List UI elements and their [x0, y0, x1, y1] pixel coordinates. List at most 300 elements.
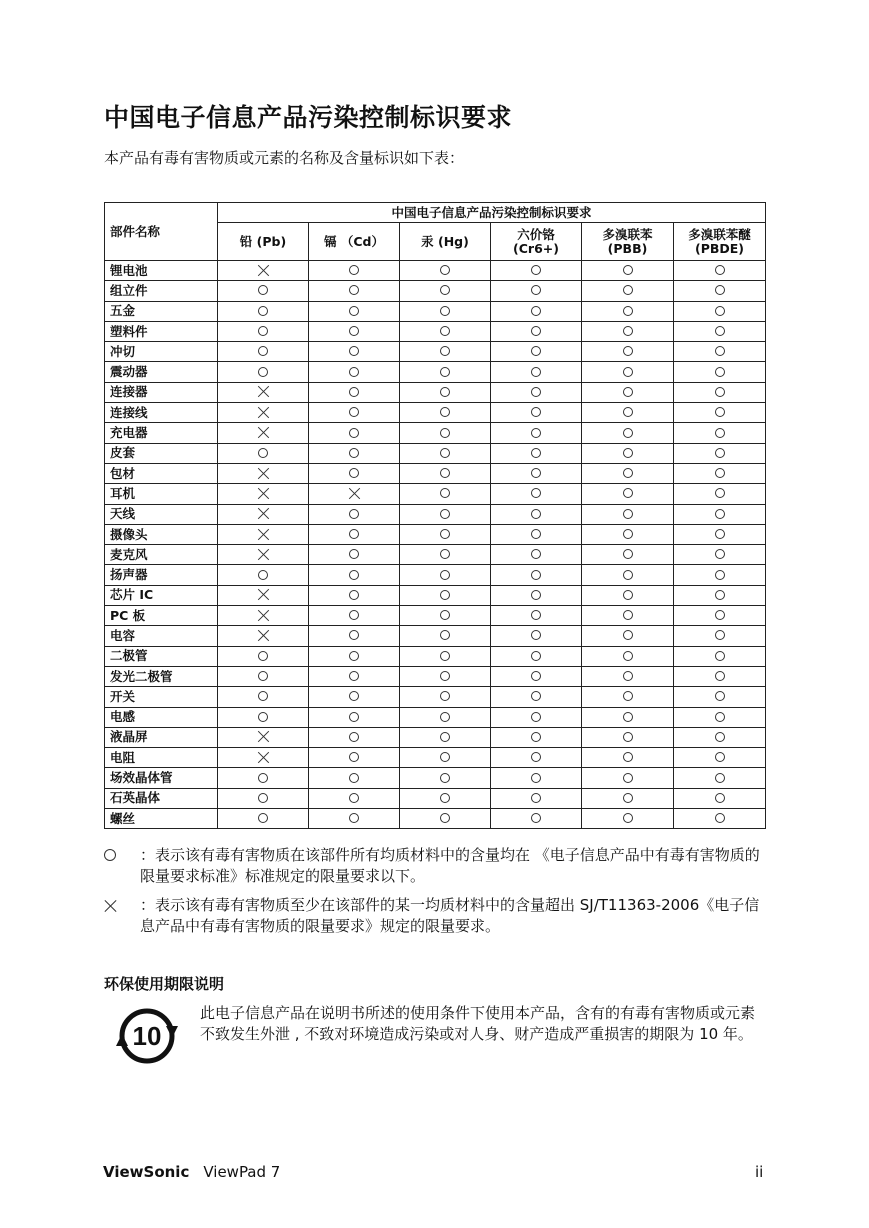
- cross-icon: [258, 731, 269, 742]
- within-limit-cell: [582, 403, 674, 423]
- within-limit-cell: [218, 362, 309, 382]
- table-row: [105, 748, 766, 768]
- within-limit-cell: [491, 768, 582, 788]
- within-limit-cell: [218, 666, 309, 686]
- exceeds-limit-cell: [218, 727, 309, 747]
- within-limit-cell: [309, 443, 400, 463]
- circle-icon: [531, 793, 541, 803]
- within-limit-cell: [309, 748, 400, 768]
- within-limit-cell: [582, 727, 674, 747]
- circle-icon: [440, 428, 450, 438]
- hazardous-substances-table: [104, 202, 766, 829]
- within-limit-cell: [674, 646, 766, 666]
- within-limit-cell: [309, 403, 400, 423]
- within-limit-cell: [491, 443, 582, 463]
- within-limit-cell: [674, 342, 766, 362]
- circle-icon: [349, 590, 359, 600]
- within-limit-cell: [491, 362, 582, 382]
- within-limit-cell: [491, 504, 582, 524]
- circle-icon: [349, 691, 359, 701]
- cross-icon: [258, 265, 269, 276]
- circle-icon: [349, 448, 359, 458]
- circle-icon: [715, 813, 725, 823]
- circle-icon: [258, 813, 268, 823]
- within-limit-cell: [491, 342, 582, 362]
- within-limit-cell: [218, 788, 309, 808]
- circle-icon: [531, 752, 541, 762]
- cross-icon: [258, 610, 269, 621]
- exceeds-limit-cell: [218, 585, 309, 605]
- within-limit-cell: [674, 403, 766, 423]
- circle-icon: [531, 773, 541, 783]
- part-name-cell: 二极管: [105, 646, 218, 666]
- substance-header: 铅 (Pb): [218, 223, 309, 261]
- within-limit-cell: [582, 362, 674, 382]
- circle-icon: [258, 448, 268, 458]
- circle-icon: [623, 346, 633, 356]
- within-limit-cell: [582, 342, 674, 362]
- circle-icon: [531, 468, 541, 478]
- circle-icon: [531, 488, 541, 498]
- table-row: [105, 768, 766, 788]
- circle-icon: [715, 630, 725, 640]
- within-limit-cell: [218, 281, 309, 301]
- circle-icon: [715, 671, 725, 681]
- brand-name: ViewSonic: [103, 1163, 190, 1181]
- within-limit-cell: [218, 321, 309, 341]
- within-limit-cell: [491, 666, 582, 686]
- within-limit-cell: [491, 748, 582, 768]
- circle-icon: [715, 529, 725, 539]
- circle-icon: [531, 813, 541, 823]
- circle-icon: [531, 590, 541, 600]
- within-limit-cell: [400, 504, 491, 524]
- within-limit-cell: [491, 524, 582, 544]
- within-limit-cell: [309, 565, 400, 585]
- circle-icon: [349, 306, 359, 316]
- table-row: [105, 382, 766, 402]
- circle-icon: [440, 326, 450, 336]
- substance-header: 镉 （Cd）: [309, 223, 400, 261]
- part-name-cell: 五金: [105, 301, 218, 321]
- circle-icon: [440, 691, 450, 701]
- exceeds-limit-cell: [218, 626, 309, 646]
- circle-icon: [440, 732, 450, 742]
- circle-icon: [440, 367, 450, 377]
- circle-icon: [623, 407, 633, 417]
- within-limit-cell: [674, 362, 766, 382]
- circle-icon: [349, 773, 359, 783]
- circle-icon: [349, 326, 359, 336]
- within-limit-cell: [491, 463, 582, 483]
- within-limit-cell: [218, 301, 309, 321]
- within-limit-cell: [674, 626, 766, 646]
- page-number: ii: [755, 1163, 764, 1181]
- within-limit-cell: [309, 301, 400, 321]
- within-limit-cell: [218, 342, 309, 362]
- circle-icon: [440, 285, 450, 295]
- within-limit-cell: [309, 382, 400, 402]
- part-name-cell: 连接器: [105, 382, 218, 402]
- within-limit-cell: [582, 321, 674, 341]
- table-row: [105, 342, 766, 362]
- within-limit-cell: [491, 484, 582, 504]
- within-limit-cell: [674, 463, 766, 483]
- circle-icon: [623, 773, 633, 783]
- cross-icon: [258, 752, 269, 763]
- substance-header: 多溴联苯 (PBB): [582, 223, 674, 261]
- part-name-cell: 液晶屏: [105, 727, 218, 747]
- part-name-cell: 电感: [105, 707, 218, 727]
- circle-icon: [623, 549, 633, 559]
- circle-icon: [623, 285, 633, 295]
- circle-icon: [623, 590, 633, 600]
- table-row: [105, 423, 766, 443]
- circle-icon: [440, 570, 450, 580]
- part-name-cell: 充电器: [105, 423, 218, 443]
- cross-icon: [258, 407, 269, 418]
- within-limit-cell: [491, 585, 582, 605]
- cross-icon: [258, 488, 269, 499]
- circle-icon: [715, 509, 725, 519]
- within-limit-cell: [674, 585, 766, 605]
- within-limit-cell: [400, 301, 491, 321]
- circle-icon: [715, 773, 725, 783]
- circle-icon: [715, 306, 725, 316]
- within-limit-cell: [674, 261, 766, 281]
- within-limit-cell: [218, 443, 309, 463]
- table-row: [105, 565, 766, 585]
- within-limit-cell: [674, 504, 766, 524]
- within-limit-cell: [582, 707, 674, 727]
- within-limit-cell: [309, 362, 400, 382]
- part-name-cell: 开关: [105, 687, 218, 707]
- within-limit-cell: [674, 748, 766, 768]
- part-name-cell: 电阻: [105, 748, 218, 768]
- within-limit-cell: [309, 585, 400, 605]
- table-row: [105, 666, 766, 686]
- circle-icon: [715, 793, 725, 803]
- circle-icon: [440, 306, 450, 316]
- circle-icon: [623, 265, 633, 275]
- within-limit-cell: [309, 524, 400, 544]
- part-name-cell: 芯片 IC: [105, 585, 218, 605]
- circle-icon: [531, 651, 541, 661]
- within-limit-cell: [582, 646, 674, 666]
- x-legend-note: [104, 895, 769, 937]
- epup-logo-icon: [112, 1004, 182, 1068]
- circle-icon: [623, 732, 633, 742]
- circle-icon: [349, 509, 359, 519]
- circle-icon: [623, 367, 633, 377]
- part-name-cell: 电容: [105, 626, 218, 646]
- circle-icon: [349, 671, 359, 681]
- within-limit-cell: [400, 484, 491, 504]
- circle-icon: [531, 346, 541, 356]
- within-limit-cell: [582, 748, 674, 768]
- part-name-header: 部件名称: [105, 203, 218, 261]
- exceeds-limit-cell: [218, 382, 309, 402]
- within-limit-cell: [491, 809, 582, 829]
- cross-icon: [258, 427, 269, 438]
- within-limit-cell: [674, 565, 766, 585]
- circle-icon: [531, 732, 541, 742]
- within-limit-cell: [582, 281, 674, 301]
- circle-icon: [623, 651, 633, 661]
- within-limit-cell: [582, 687, 674, 707]
- exceeds-limit-cell: [218, 423, 309, 443]
- within-limit-cell: [582, 626, 674, 646]
- x-legend-text: ：表示该有毒有害物质至少在该部件的某一均质材料中的含量超出 SJ/T11363-2006《电子信息产品中有毒有害物质的限量要求》规定的限量要求。: [140, 896, 760, 935]
- circle-icon: [715, 752, 725, 762]
- circle-icon: [623, 326, 633, 336]
- within-limit-cell: [491, 565, 582, 585]
- table-row: [105, 321, 766, 341]
- part-name-cell: 耳机: [105, 484, 218, 504]
- within-limit-cell: [674, 443, 766, 463]
- within-limit-cell: [582, 484, 674, 504]
- circle-icon: [531, 265, 541, 275]
- table-row: [105, 707, 766, 727]
- part-name-cell: 连接线: [105, 403, 218, 423]
- within-limit-cell: [400, 321, 491, 341]
- substance-header: 六价铬 (Cr6+): [491, 223, 582, 261]
- table-row: [105, 301, 766, 321]
- circle-icon: [531, 509, 541, 519]
- page-title: 中国电子信息产品污染控制标识要求: [104, 103, 513, 132]
- within-limit-cell: [582, 585, 674, 605]
- part-name-cell: 锂电池: [105, 261, 218, 281]
- part-name-cell: PC 板: [105, 606, 218, 626]
- circle-icon: [440, 610, 450, 620]
- table-row: [105, 788, 766, 808]
- circle-icon: [715, 407, 725, 417]
- within-limit-cell: [674, 788, 766, 808]
- circle-icon: [349, 407, 359, 417]
- cross-icon: [258, 468, 269, 479]
- circle-icon: [349, 285, 359, 295]
- within-limit-cell: [309, 463, 400, 483]
- footer-brand: [103, 1163, 280, 1181]
- within-limit-cell: [400, 545, 491, 565]
- within-limit-cell: [582, 788, 674, 808]
- circle-icon: [258, 306, 268, 316]
- within-limit-cell: [491, 321, 582, 341]
- exceeds-limit-cell: [218, 524, 309, 544]
- circle-icon: [349, 549, 359, 559]
- within-limit-cell: [582, 301, 674, 321]
- within-limit-cell: [309, 727, 400, 747]
- within-limit-cell: [400, 403, 491, 423]
- within-limit-cell: [491, 687, 582, 707]
- circle-icon: [349, 610, 359, 620]
- circle-icon: [623, 630, 633, 640]
- within-limit-cell: [582, 443, 674, 463]
- circle-icon: [349, 346, 359, 356]
- cross-icon: [258, 386, 269, 397]
- circle-icon: [531, 712, 541, 722]
- circle-icon: [258, 367, 268, 377]
- circle-icon: [715, 367, 725, 377]
- within-limit-cell: [309, 342, 400, 362]
- circle-icon: [258, 570, 268, 580]
- circle-icon: [715, 387, 725, 397]
- table-row: [105, 687, 766, 707]
- table-row: [105, 809, 766, 829]
- within-limit-cell: [674, 281, 766, 301]
- circle-icon: [531, 285, 541, 295]
- part-name-cell: 皮套: [105, 443, 218, 463]
- circle-icon: [531, 630, 541, 640]
- circle-icon: [715, 326, 725, 336]
- circle-icon: [349, 630, 359, 640]
- circle-icon: [531, 529, 541, 539]
- circle-icon: [440, 529, 450, 539]
- within-limit-cell: [309, 423, 400, 443]
- within-limit-cell: [400, 687, 491, 707]
- circle-icon: [623, 691, 633, 701]
- table-row: [105, 443, 766, 463]
- within-limit-cell: [582, 545, 674, 565]
- table-row: [105, 362, 766, 382]
- table-row: [105, 606, 766, 626]
- within-limit-cell: [400, 281, 491, 301]
- table-row: [105, 463, 766, 483]
- circle-icon: [349, 813, 359, 823]
- circle-icon: [623, 671, 633, 681]
- circle-icon: [440, 651, 450, 661]
- within-limit-cell: [309, 261, 400, 281]
- circle-icon: [531, 326, 541, 336]
- exceeds-limit-cell: [218, 403, 309, 423]
- circle-icon: [715, 712, 725, 722]
- circle-icon: [349, 367, 359, 377]
- within-limit-cell: [218, 768, 309, 788]
- within-limit-cell: [400, 646, 491, 666]
- cross-icon: [349, 488, 360, 499]
- circle-icon: [440, 549, 450, 559]
- circle-icon: [349, 651, 359, 661]
- circle-icon: [623, 570, 633, 580]
- within-limit-cell: [674, 666, 766, 686]
- circle-icon: [440, 488, 450, 498]
- circle-icon: [440, 407, 450, 417]
- circle-icon: [531, 448, 541, 458]
- circle-icon: [623, 509, 633, 519]
- part-name-cell: 冲切: [105, 342, 218, 362]
- within-limit-cell: [674, 606, 766, 626]
- exceeds-limit-cell: [218, 606, 309, 626]
- circle-icon: [715, 265, 725, 275]
- circle-icon: [258, 712, 268, 722]
- table-row: [105, 524, 766, 544]
- circle-icon: [715, 610, 725, 620]
- epup-heading: 环保使用期限说明: [104, 975, 225, 993]
- part-name-cell: 包材: [105, 463, 218, 483]
- circle-icon: [623, 448, 633, 458]
- within-limit-cell: [218, 646, 309, 666]
- within-limit-cell: [400, 443, 491, 463]
- within-limit-cell: [309, 626, 400, 646]
- within-limit-cell: [491, 545, 582, 565]
- table-row: [105, 727, 766, 747]
- table-row: [105, 545, 766, 565]
- circle-icon: [623, 468, 633, 478]
- part-name-cell: 麦克风: [105, 545, 218, 565]
- within-limit-cell: [309, 687, 400, 707]
- exceeds-limit-cell: [218, 504, 309, 524]
- circle-icon: [531, 367, 541, 377]
- circle-icon: [258, 651, 268, 661]
- circle-icon: [715, 488, 725, 498]
- within-limit-cell: [400, 748, 491, 768]
- within-limit-cell: [309, 504, 400, 524]
- circle-icon: [715, 549, 725, 559]
- circle-icon: [440, 590, 450, 600]
- circle-icon: [440, 671, 450, 681]
- within-limit-cell: [582, 524, 674, 544]
- circle-icon: [258, 793, 268, 803]
- circle-icon: [440, 773, 450, 783]
- within-limit-cell: [400, 524, 491, 544]
- within-limit-cell: [674, 423, 766, 443]
- circle-icon: [623, 387, 633, 397]
- within-limit-cell: [582, 423, 674, 443]
- substance-header: 多溴联苯醚 (PBDE): [674, 223, 766, 261]
- within-limit-cell: [582, 382, 674, 402]
- within-limit-cell: [491, 707, 582, 727]
- circle-icon: [349, 570, 359, 580]
- exceeds-limit-cell: [218, 261, 309, 281]
- circle-icon: [531, 610, 541, 620]
- circle-icon: [623, 428, 633, 438]
- circle-icon: [715, 468, 725, 478]
- circle-icon: [440, 630, 450, 640]
- within-limit-cell: [400, 809, 491, 829]
- within-limit-cell: [309, 646, 400, 666]
- within-limit-cell: [400, 768, 491, 788]
- within-limit-cell: [582, 565, 674, 585]
- circle-icon: [258, 285, 268, 295]
- within-limit-cell: [400, 362, 491, 382]
- circle-icon: [258, 691, 268, 701]
- epup-number: 10: [132, 1021, 162, 1051]
- within-limit-cell: [309, 281, 400, 301]
- exceeds-limit-cell: [218, 463, 309, 483]
- circle-icon: [440, 509, 450, 519]
- circle-icon: [349, 468, 359, 478]
- table-row: [105, 504, 766, 524]
- within-limit-cell: [400, 727, 491, 747]
- circle-icon: [715, 346, 725, 356]
- circle-icon: [349, 712, 359, 722]
- within-limit-cell: [218, 565, 309, 585]
- circle-icon: [531, 549, 541, 559]
- table-row: [105, 626, 766, 646]
- circle-icon: [715, 732, 725, 742]
- circle-icon: [531, 407, 541, 417]
- within-limit-cell: [674, 301, 766, 321]
- exceeds-limit-cell: [218, 748, 309, 768]
- within-limit-cell: [218, 707, 309, 727]
- part-name-cell: 塑料件: [105, 321, 218, 341]
- cross-icon: [258, 630, 269, 641]
- circle-icon: [715, 651, 725, 661]
- within-limit-cell: [674, 484, 766, 504]
- table-row: [105, 261, 766, 281]
- within-limit-cell: [582, 261, 674, 281]
- within-limit-cell: [491, 727, 582, 747]
